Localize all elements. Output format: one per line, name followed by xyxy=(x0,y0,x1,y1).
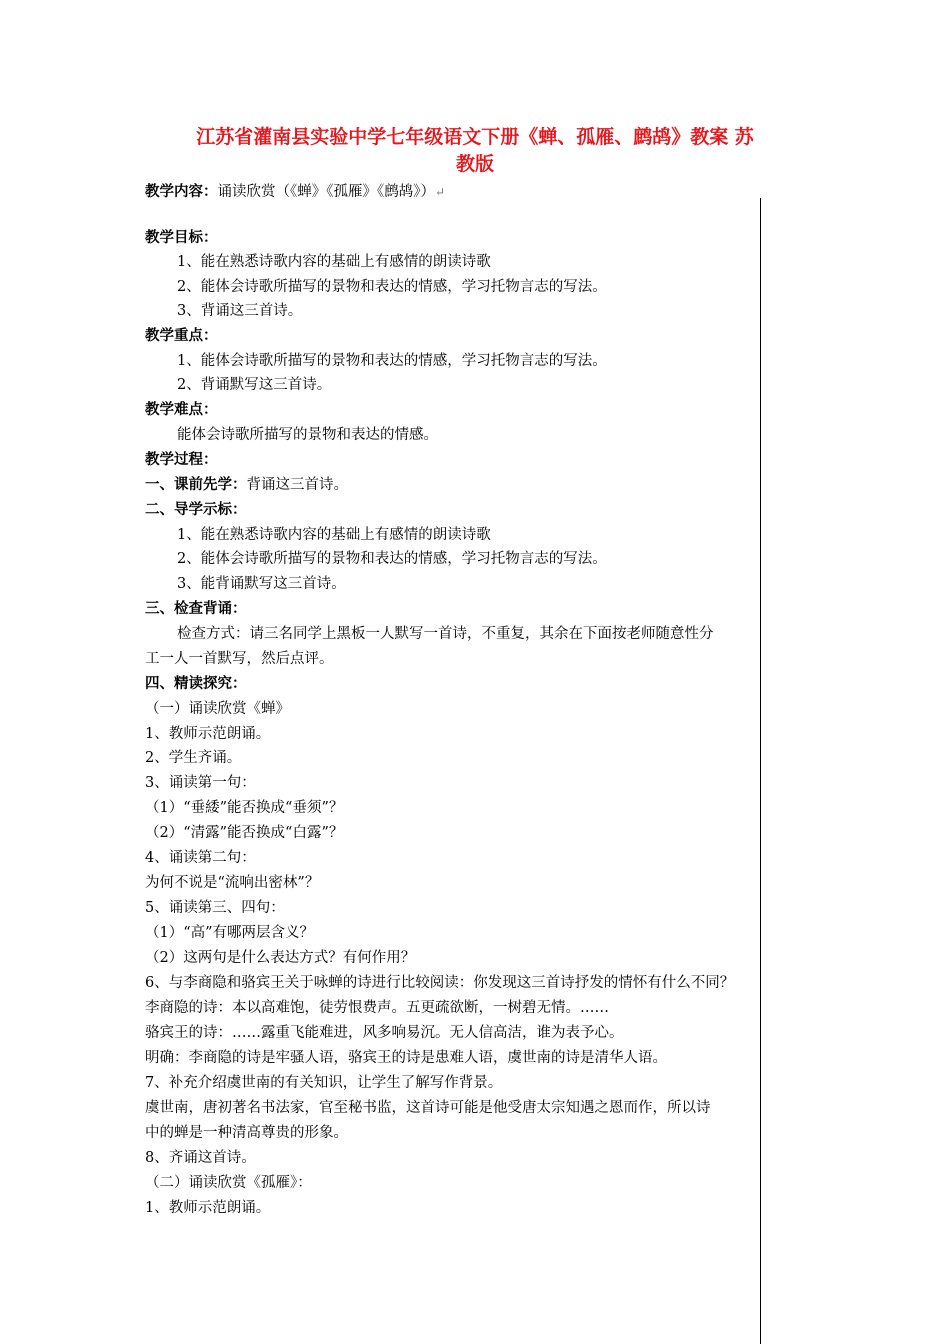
goals-heading: 教学目标： xyxy=(145,229,218,246)
step-4-line: 李商隐的诗：本以高难饱，徒劳恨费声。五更疏欲断，一树碧无情。…… xyxy=(145,1000,609,1016)
step-1-text: 背诵这三首诗。 xyxy=(246,477,348,493)
difficulties-heading: 教学难点： xyxy=(145,401,218,418)
title-line-2: 教版 xyxy=(455,153,494,175)
paragraph-mark-icon: ↵ xyxy=(435,185,446,199)
step-3-line: 工一人一首默写，然后点评。 xyxy=(145,651,334,667)
difficulty-item: 能体会诗歌所描写的景物和表达的情感。 xyxy=(177,427,438,443)
step-4-line: 5、诵读第三、四句： xyxy=(145,900,285,916)
margin-rule xyxy=(760,198,761,1344)
document-title xyxy=(130,124,820,178)
step-4-line: 1、教师示范朗诵。 xyxy=(145,1200,271,1216)
step-4-line: （1）“高”有哪两层含义？ xyxy=(145,925,315,941)
step-4-line: 虞世南，唐初著名书法家，官至秘书监，这首诗可能是他受唐太宗知遇之恩而作，所以诗 xyxy=(145,1100,711,1116)
title-line-1: 江苏省灌南县实验中学七年级语文下册《蝉、孤雁、鹧鸪》教案 苏 xyxy=(196,126,754,148)
step-4-line: 7、补充介绍虞世南的有关知识，让学生了解写作背景。 xyxy=(145,1075,503,1091)
key-point-item: 2、背诵默写这三首诗。 xyxy=(177,377,332,393)
step-2-item: 1、能在熟悉诗歌内容的基础上有感情的朗读诗歌 xyxy=(177,527,491,543)
goal-item: 2、能体会诗歌所描写的景物和表达的情感，学习托物言志的写法。 xyxy=(177,279,607,295)
teaching-content-line xyxy=(145,182,445,202)
step-4-line: 8、齐诵这首诗。 xyxy=(145,1150,256,1166)
process-heading: 教学过程： xyxy=(145,451,218,468)
step-4-line: 2、学生齐诵。 xyxy=(145,750,242,766)
process-step-4-label: 四、精读探究： xyxy=(145,675,247,692)
step-4-line: （2）“清露”能否换成“白露”？ xyxy=(145,825,344,841)
process-step-3-label: 三、检查背诵： xyxy=(145,600,247,617)
step-1-label: 一、课前先学： xyxy=(145,476,247,493)
step-4-line: （2）这两句是什么表达方式？有何作用？ xyxy=(145,950,416,966)
step-2-item: 2、能体会诗歌所描写的景物和表达的情感，学习托物言志的写法。 xyxy=(177,551,607,567)
teaching-content-label: 教学内容： xyxy=(145,184,218,200)
process-step-2-label: 二、导学示标： xyxy=(145,501,247,518)
step-4-line: 6、与李商隐和骆宾王关于咏蝉的诗进行比较阅读：你发现这三首诗抒发的情怀有什么不同？ xyxy=(145,975,735,991)
step-4-line: 1、教师示范朗诵。 xyxy=(145,726,271,742)
step-4-line: （二）诵读欣赏《孤雁》： xyxy=(145,1175,312,1191)
step-4-line: 4、诵读第二句： xyxy=(145,850,256,866)
step-4-line: 骆宾王的诗：……露重飞能难进，风多响易沉。无人信高洁，谁为表予心。 xyxy=(145,1025,624,1041)
step-4-line: 中的蝉是一种清高尊贵的形象。 xyxy=(145,1125,348,1141)
step-4-line: （1）“垂緌”能否换成“垂须”？ xyxy=(145,800,344,816)
step-4-line: （一）诵读欣赏《蝉》 xyxy=(145,701,290,717)
key-point-item: 1、能体会诗歌所描写的景物和表达的情感，学习托物言志的写法。 xyxy=(177,353,607,369)
step-4-line: 明确：李商隐的诗是牢骚人语，骆宾王的诗是患难人语，虞世南的诗是清华人语。 xyxy=(145,1050,667,1066)
step-4-line: 为何不说是“流响出密林”？ xyxy=(145,875,320,891)
teaching-content-text: 诵读欣赏（《蝉》《孤雁》《鹧鸪》） xyxy=(217,184,435,200)
step-2-item: 3、能背诵默写这三首诗。 xyxy=(177,576,346,592)
step-4-line: 3、诵读第一句： xyxy=(145,775,256,791)
goal-item: 3、背诵这三首诗。 xyxy=(177,303,303,319)
key-points-heading: 教学重点： xyxy=(145,327,218,344)
goal-item: 1、能在熟悉诗歌内容的基础上有感情的朗读诗歌 xyxy=(177,254,491,270)
step-3-line: 检查方式：请三名同学上黑板一人默写一首诗，不重复，其余在下面按老师随意性分 xyxy=(177,626,714,642)
process-step-1 xyxy=(145,475,348,495)
